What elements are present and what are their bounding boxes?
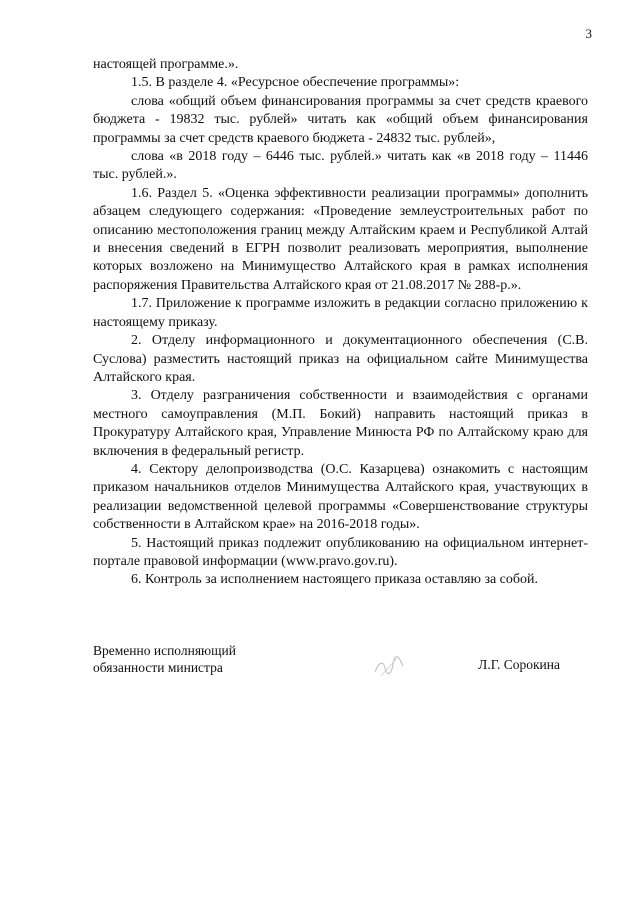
paragraph-5: 5. Настоящий приказ подлежит опубликованию на официальном интернет-портале правовой информации (www.pravo.gov.ru). <box>93 535 588 569</box>
paragraph-1-7: 1.7. Приложение к программе изложить в редакции согласно приложению к настоящему приказу. <box>93 296 588 330</box>
paragraph-continuation: настоящей программе.». <box>93 57 239 72</box>
document-body <box>93 56 588 590</box>
paragraph-1-6: 1.6. Раздел 5. «Оценка эффективности реализации программы» дополнить абзацем следующего содержания: «Проведение землеустроительных работ по описанию местоположения границ между Алтайским краем и Республикой Алтай и внесения сведений в ЕГРН позволит реализовать мероприятия, выполнение которых возложено на Минимущество Алтайского края в рамках исполнения распоряжения Правительства Алтайского края от 21.08.2017 № 288-р.». <box>93 185 588 293</box>
page-number: 3 <box>585 26 592 41</box>
paragraph-1-5: 1.5. В разделе 4. «Ресурсное обеспечение программы»: <box>131 75 460 91</box>
paragraph-4: 4. Сектору делопроизводства (О.С. Казарцева) ознакомить с настоящим приказом начальников отделов Минимущества Алтайского края, участвующих в реализации ведомственной целевой программы «Совершенствование структуры собственности в Алтайском крае» на 2016-2018 годы». <box>93 461 588 533</box>
paragraph-words-2: слова «в 2018 году – 6446 тыс. рублей.» читать как «в 2018 году – 11446 тыс. рублей.». <box>93 149 588 183</box>
signer-title-line-1: Временно исполняющий <box>93 643 236 658</box>
paragraph-2: 2. Отделу информационного и документационного обеспечения (С.В. Суслова) разместить настоящий приказ на официальном сайте Минимущества Алтайского края. <box>93 333 588 385</box>
signer-title <box>93 642 236 676</box>
paragraph-words-1: слова «общий объем финансирования программы за счет средств краевого бюджета - 19832 тыс. рублей» читать как «общий объем финансирования программы за счет средств краевого бюджета - 24832 тыс. рублей», <box>93 93 588 146</box>
paragraph-3: 3. Отделу разграничения собственности и взаимодействия с органами местного самоуправления (М.П. Бокий) направить настоящий приказ в Прокуратуру Алтайского края, Управление Минюста РФ по Алтайскому краю для включения в федеральный регистр. <box>93 388 588 459</box>
signer-name: Л.Г. Сорокина <box>478 657 560 672</box>
signer-title-line-2: обязанности министра <box>93 660 223 675</box>
paragraph-6: 6. Контроль за исполнением настоящего приказа оставляю за собой. <box>131 572 539 588</box>
handwritten-signature-icon <box>371 650 407 680</box>
